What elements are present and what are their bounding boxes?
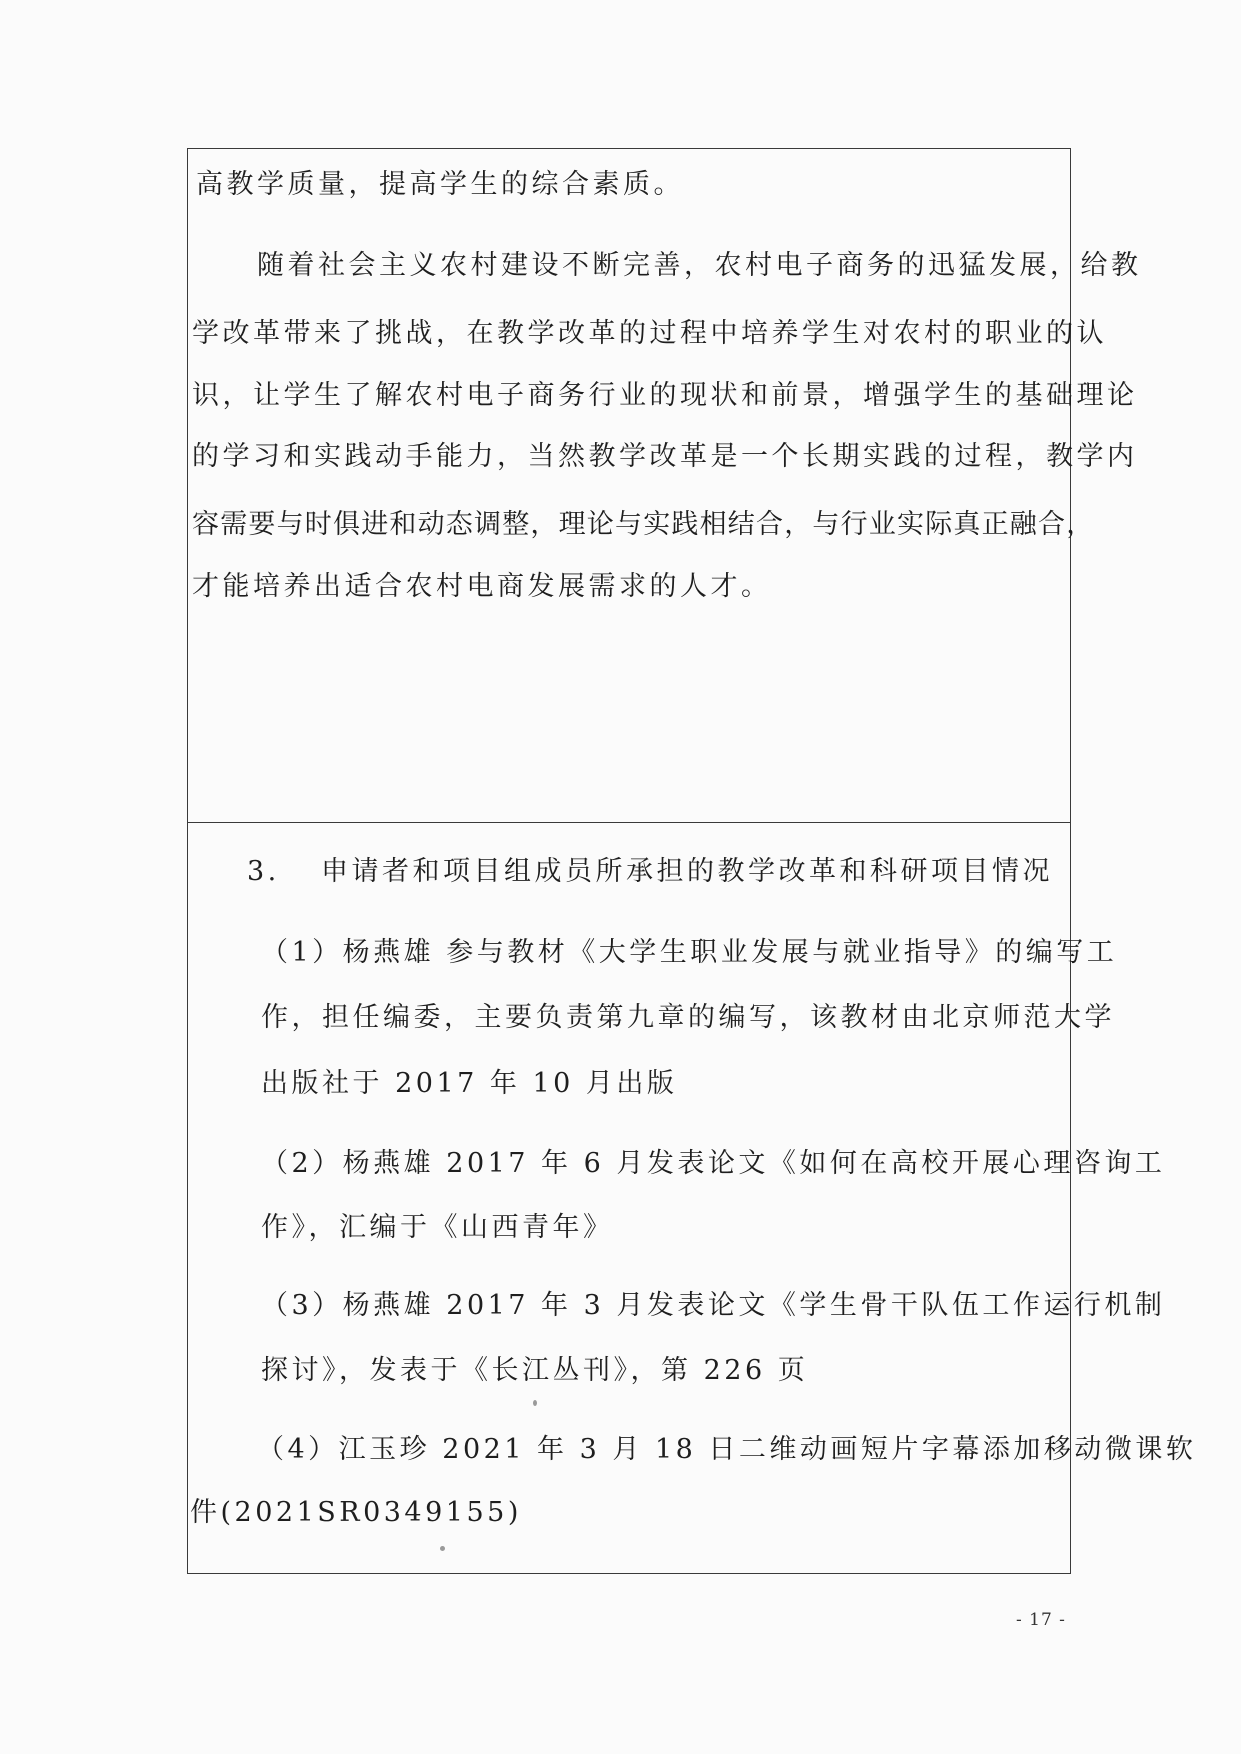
intro-line: 识，让学生了解农村电子商务行业的现状和前景，增强学生的基础理论	[192, 380, 1138, 411]
project-item-line: 件(2021SR0349155)	[190, 1497, 522, 1528]
project-item-line: 作》，汇编于《山西青年》	[261, 1212, 614, 1243]
section-heading: 申请者和项目组成员所承担的教学改革和科研项目情况	[321, 856, 1053, 887]
section-number: 3.	[247, 856, 280, 887]
intro-line: 容需要与时俱进和动态调整，理论与实践相结合，与行业实际真正融合，	[192, 509, 1095, 540]
intro-line: 高教学质量，提高学生的综合素质。	[196, 169, 684, 200]
scan-speck	[440, 1546, 445, 1551]
intro-line: 学改革带来了挑战，在教学改革的过程中培养学生对农村的职业的认	[192, 318, 1107, 349]
scan-speck	[533, 1400, 537, 1406]
project-item-line: 探讨》，发表于《长江丛刊》，第 226 页	[261, 1355, 809, 1386]
project-item-line: （4）江玉珍 2021 年 3 月 18 日二维动画短片字幕添加移动微课软	[257, 1434, 1197, 1465]
page-number: - 17 -	[1016, 1610, 1066, 1630]
project-item-line: 作，担任编委，主要负责第九章的编写，该教材由北京师范大学	[261, 1002, 1115, 1033]
project-item-line: （2）杨燕雄 2017 年 6 月发表论文《如何在高校开展心理咨询工	[261, 1148, 1166, 1179]
project-item-line: （3）杨燕雄 2017 年 3 月发表论文《学生骨干队伍工作运行机制	[261, 1290, 1166, 1321]
project-item-line: 出版社于 2017 年 10 月出版	[261, 1068, 678, 1099]
row-divider	[188, 822, 1070, 823]
intro-line: 的学习和实践动手能力，当然教学改革是一个长期实践的过程，教学内	[192, 441, 1138, 472]
intro-line: 随着社会主义农村建设不断完善，农村电子商务的迅猛发展，给教	[257, 250, 1142, 281]
project-item-line: （1）杨燕雄 参与教材《大学生职业发展与就业指导》的编写工	[261, 937, 1118, 968]
intro-line: 才能培养出适合农村电商发展需求的人才。	[192, 571, 772, 602]
